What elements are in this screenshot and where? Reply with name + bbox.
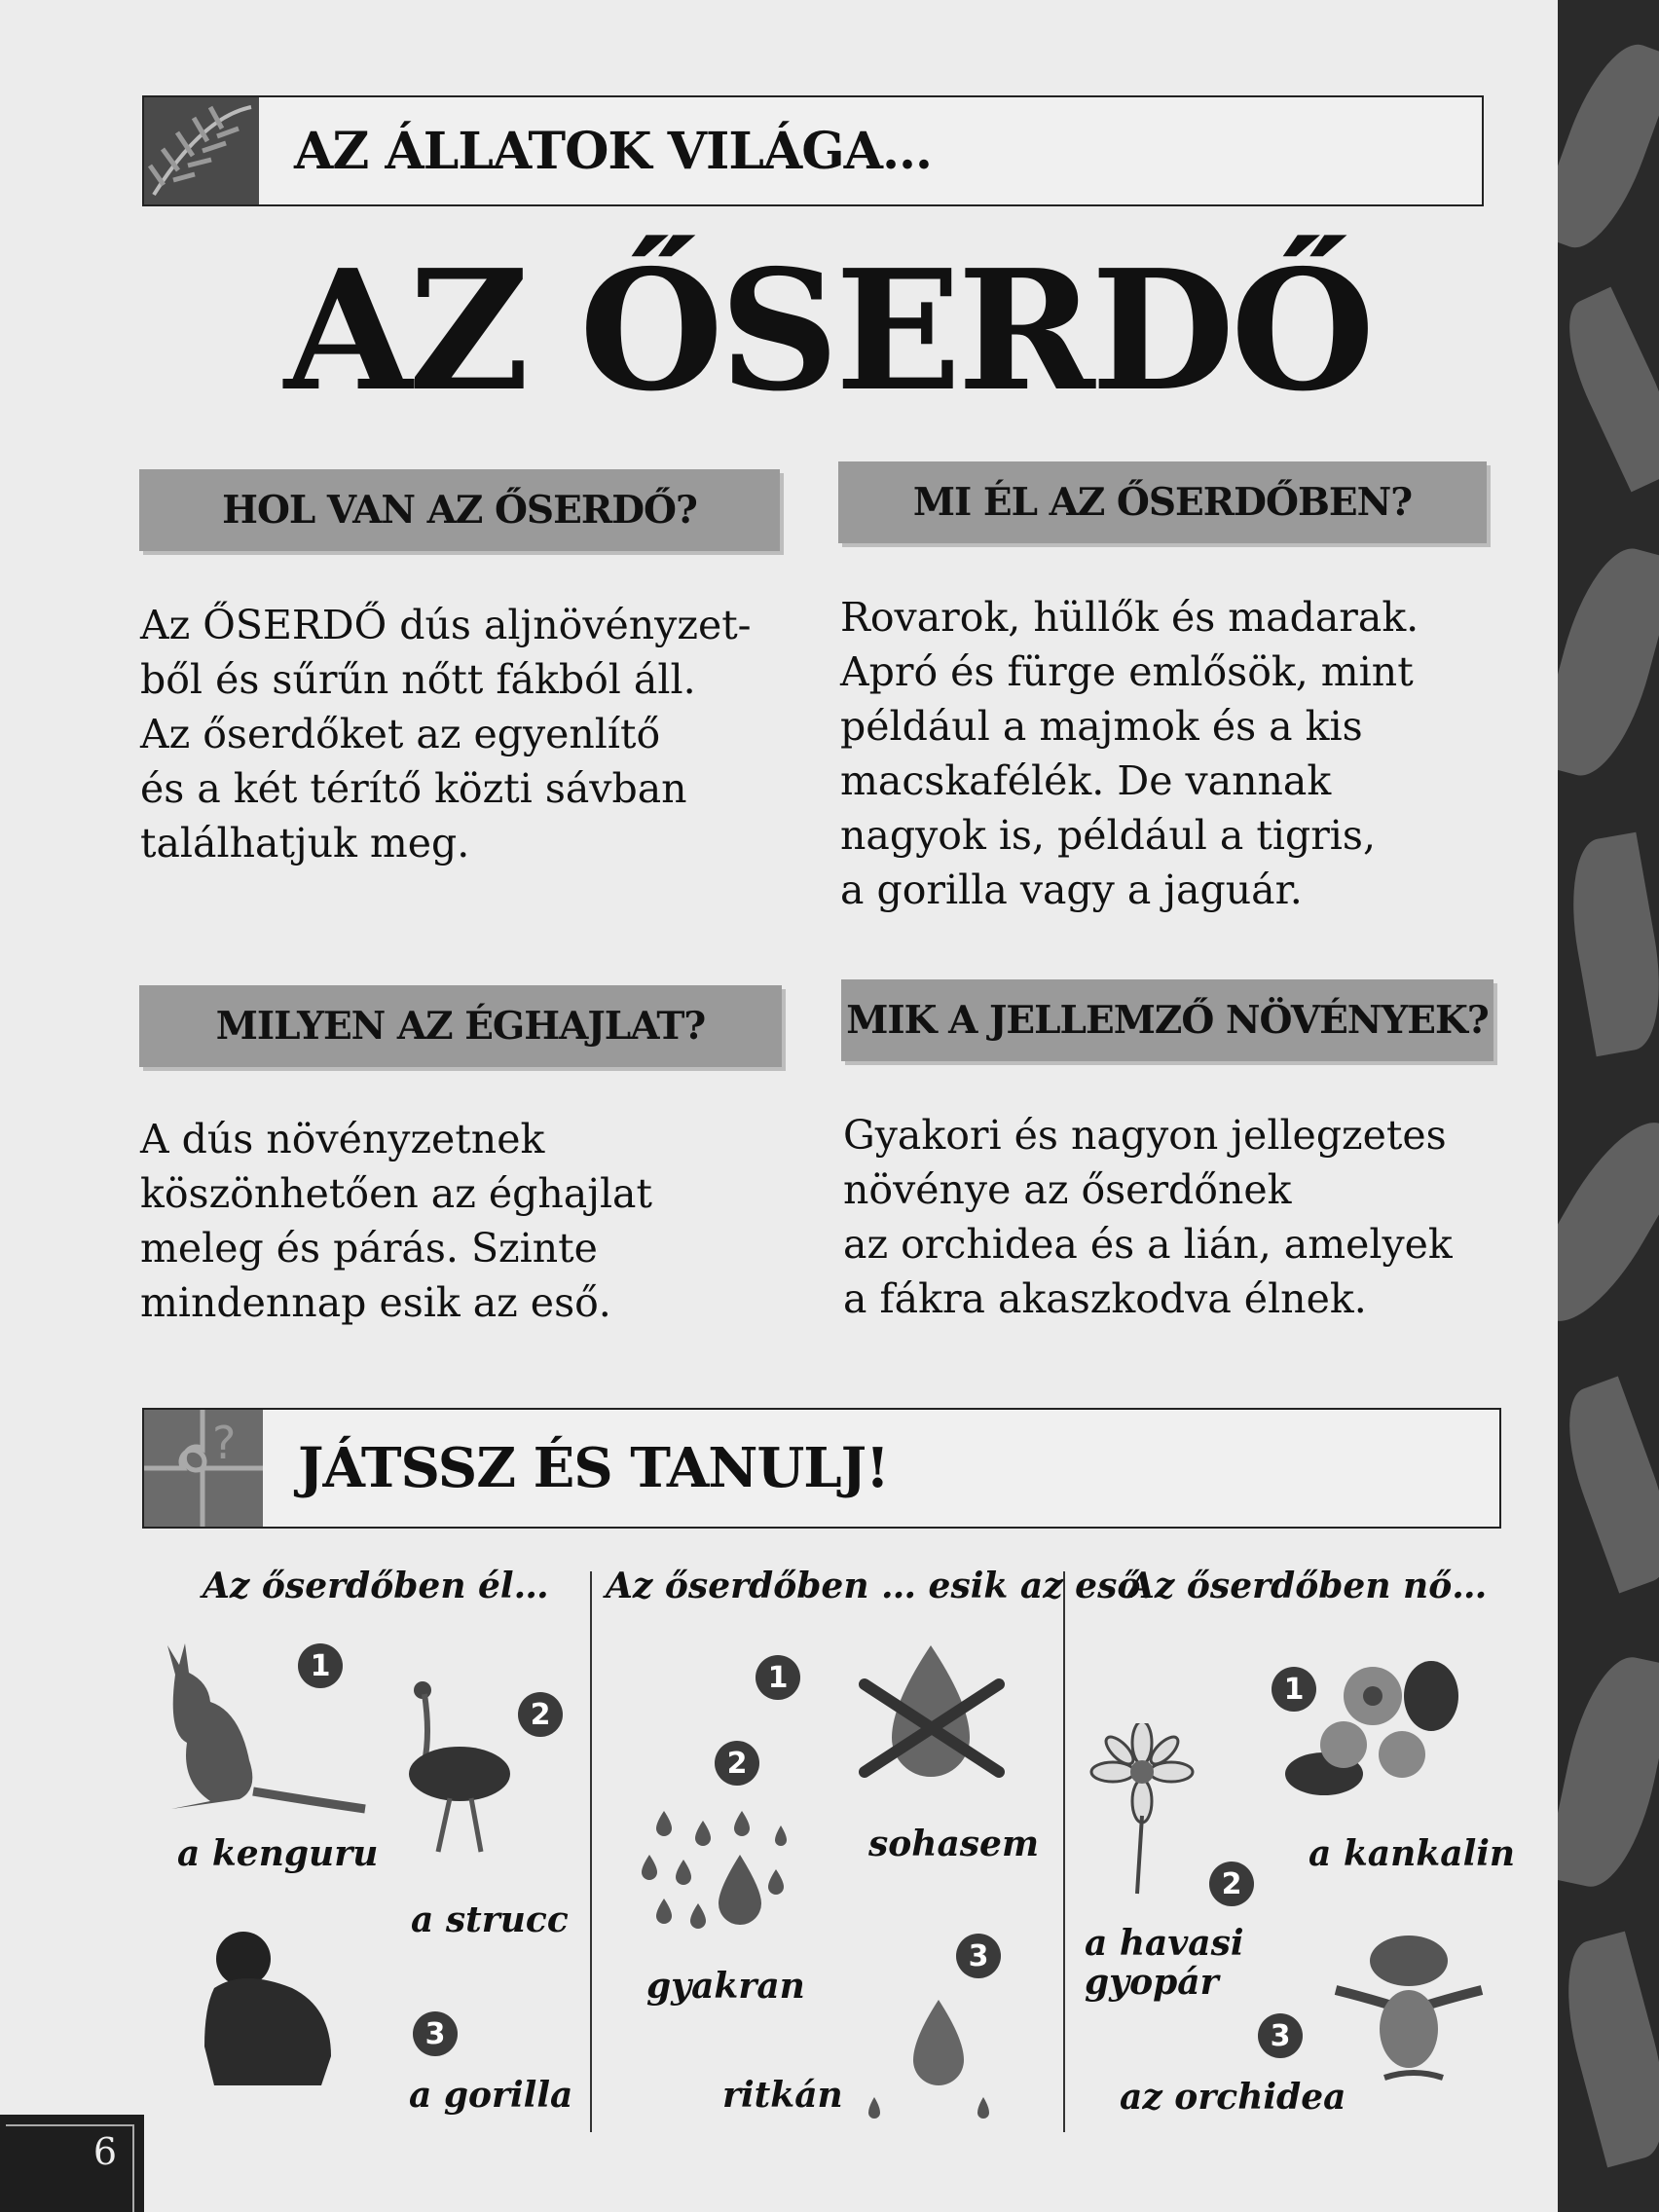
answer-kankalin[interactable]: a kankalin <box>1309 1833 1516 1874</box>
text-mi-el: Rovarok, hüllők és madarak. Apró és fürge emlősök, mint például a majmok és a kis macskafélék. De vannak nagyok is, például a tigris, a gorilla vagy a jaguár. <box>840 594 1419 913</box>
heading-hol-van: HOL VAN AZ ŐSERDŐ? <box>139 469 780 551</box>
series-title: AZ ÁLLATOK VILÁGA… <box>294 121 933 181</box>
option-number: 2 <box>715 1741 759 1786</box>
caption-plants: Az őserdőben nő… <box>1127 1566 1488 1606</box>
option-number: 2 <box>518 1692 563 1737</box>
many-drops-icon <box>635 1801 800 1937</box>
puzzle-thumbnail-icon <box>144 1410 263 1527</box>
series-banner <box>142 95 1484 206</box>
game-title: JÁTSSZ ÉS TANULJ! <box>298 1436 889 1500</box>
answer-kenguru[interactable]: a kenguru <box>177 1833 379 1874</box>
heading-novenyek: MIK A JELLEMZŐ NÖVÉNYEK? <box>841 979 1493 1061</box>
column-divider <box>1063 1571 1065 2132</box>
option-number: 1 <box>298 1643 343 1688</box>
crossed-drop-icon <box>853 1645 1009 1791</box>
ostrich-icon <box>401 1677 537 1862</box>
text-novenyek: Gyakori és nagyon jellegzetes növénye az őserdőnek az orchidea és a lián, amelyek a fákra akaszkodva élnek. <box>843 1112 1453 1322</box>
answer-gyakran[interactable]: gyakran <box>646 1966 805 2007</box>
orchid-icon <box>1326 1932 1492 2087</box>
page-title: AZ ŐSERDŐ <box>283 234 1372 428</box>
caption-animals: Az őserdőben él… <box>203 1566 549 1606</box>
caption-rain: Az őserdőben … esik az eső. <box>606 1566 1153 1606</box>
page-number: 6 <box>92 2130 117 2173</box>
gorilla-icon <box>195 1920 350 2095</box>
leaf-thumbnail-icon <box>144 97 259 204</box>
edelweiss-icon <box>1079 1723 1205 1899</box>
answer-sohasem[interactable]: sohasem <box>868 1824 1040 1864</box>
heading-eghajlat: MILYEN AZ ÉGHAJLAT? <box>139 985 782 1067</box>
game-banner <box>142 1408 1501 1529</box>
answer-gorilla[interactable]: a gorilla <box>409 2075 573 2116</box>
few-drops-icon <box>861 2000 1007 2126</box>
answer-orchidea[interactable]: az orchidea <box>1120 2077 1346 2118</box>
answer-havasi-gyopar[interactable]: a havasi gyopár <box>1085 1923 1244 2003</box>
page-number-tab <box>0 2115 144 2212</box>
option-number: 2 <box>1209 1862 1254 1906</box>
answer-strucc[interactable]: a strucc <box>411 1899 569 1940</box>
option-number: 3 <box>956 1934 1001 1978</box>
heading-mi-el: MI ÉL AZ ŐSERDŐBEN? <box>838 461 1487 543</box>
svg-text:?: ? <box>212 1417 237 1469</box>
option-number: 1 <box>1272 1667 1316 1712</box>
option-number: 1 <box>756 1655 800 1700</box>
column-divider <box>590 1571 592 2132</box>
text-eghajlat: A dús növényzetnek köszönhetően az éghajlat meleg és párás. Szinte mindennap esik az eső. <box>140 1116 652 1326</box>
text-hol-van: Az ŐSERDŐ dús aljnövényzet- ből és sűrűn nőtt fákból áll. Az őserdőket az egyenlítő és a két térítő közti sávban találhatjuk meg. <box>140 602 752 866</box>
option-number: 3 <box>413 2011 458 2056</box>
option-number: 3 <box>1258 2013 1303 2058</box>
answer-ritkan[interactable]: ritkán <box>722 2075 843 2116</box>
